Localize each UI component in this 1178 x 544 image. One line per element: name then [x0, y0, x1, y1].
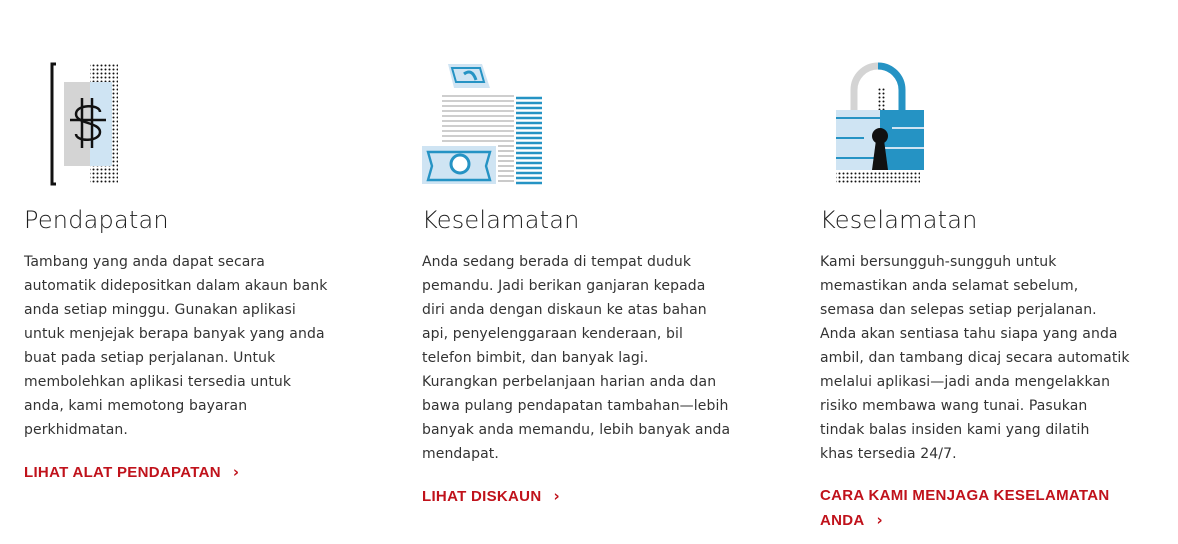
chevron-right-icon: ›: [876, 511, 884, 529]
text-line: perkhidmatan.: [24, 422, 128, 438]
chevron-right-icon: ›: [553, 487, 560, 505]
section-title: Pendapatan: [24, 206, 169, 234]
text-line: api, penyelenggaraan kenderaan, bil: [422, 326, 683, 342]
text-line: automatik didepositkan dalam akaun bank: [24, 278, 328, 294]
section-description: [820, 250, 1150, 466]
text-line: Anda akan sentiasa tahu siapa yang anda: [820, 326, 1118, 342]
text-line: Kami bersungguh-sungguh untuk: [820, 254, 1057, 270]
section-description: [24, 250, 354, 442]
feature-earnings: [24, 60, 354, 485]
padlock-icon: [820, 60, 960, 188]
text-line: telefon bimbit, dan banyak lagi.: [422, 350, 649, 366]
text-line: untuk menjejak berapa banyak yang anda: [24, 326, 325, 342]
text-line: tindak balas insiden kami yang dilatih: [820, 422, 1090, 438]
link-label: LIHAT DISKAUN: [422, 488, 542, 505]
view-discounts-link[interactable]: [422, 484, 560, 509]
cash-documents-icon: [422, 60, 562, 188]
text-line: membolehkan aplikasi tersedia untuk: [24, 374, 292, 390]
text-line: diri anda dengan diskaun ke atas bahan: [422, 302, 707, 318]
dollar-card-icon: [24, 60, 164, 188]
feature-discounts: [422, 60, 752, 509]
text-line: ambil, dan tambang dicaj secara automatik: [820, 350, 1130, 366]
text-line: anda setiap minggu. Gunakan aplikasi: [24, 302, 296, 318]
feature-safety: [820, 60, 1150, 533]
text-line: bawa pulang pendapatan tambahan—lebih: [422, 398, 729, 414]
text-line: risiko membawa wang tunai. Pasukan: [820, 398, 1088, 414]
text-line: semasa dan selepas setiap perjalanan.: [820, 302, 1097, 318]
section-title: Keselamatan: [820, 206, 978, 234]
text-line: Anda sedang berada di tempat duduk: [422, 254, 692, 270]
text-line: memastikan anda selamat sebelum,: [820, 278, 1079, 294]
chevron-right-icon: ›: [232, 463, 240, 481]
text-line: banyak anda memandu, lebih banyak anda: [422, 422, 731, 438]
text-line: pemandu. Jadi berikan ganjaran kepada: [422, 278, 706, 294]
section-description: [422, 250, 752, 466]
link-label: LIHAT ALAT PENDAPATAN: [24, 464, 221, 481]
text-line: khas tersedia 24/7.: [820, 446, 957, 462]
text-line: anda, kami memotong bayaran: [24, 398, 248, 414]
text-line: Kurangkan perbelanjaan harian anda dan: [422, 374, 717, 390]
section-title: Keselamatan: [422, 206, 580, 234]
link-label: ANDA: [820, 512, 865, 529]
text-line: mendapat.: [422, 446, 499, 462]
text-line: melalui aplikasi—jadi anda mengelakkan: [820, 374, 1111, 390]
text-line: Tambang yang anda dapat secara: [24, 254, 265, 270]
view-earnings-tools-link[interactable]: [24, 460, 239, 485]
link-label: CARA KAMI MENJAGA KESELAMATAN: [820, 487, 1110, 504]
text-line: buat pada setiap perjalanan. Untuk: [24, 350, 276, 366]
how-we-keep-you-safe-link[interactable]: [820, 484, 1110, 533]
